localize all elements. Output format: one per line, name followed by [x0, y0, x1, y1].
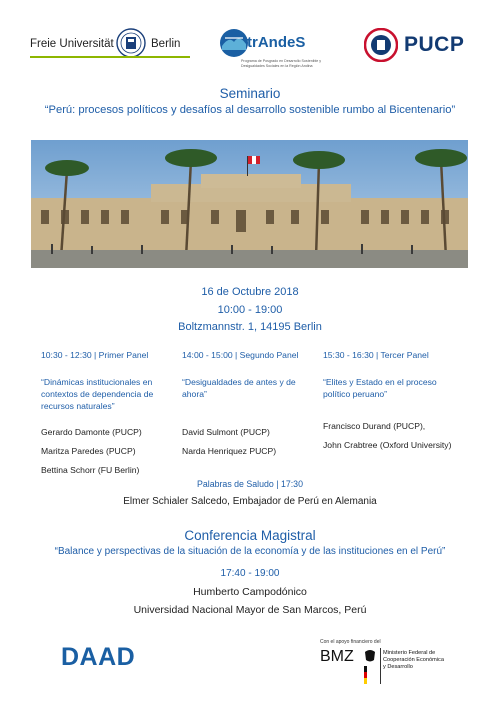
panel-1-speaker: Gerardo Damonte (PUCP)	[41, 427, 142, 437]
trandes-logo	[213, 26, 323, 80]
panel-3-title-line: político peruano”	[323, 389, 388, 399]
trandes-globe-icon	[219, 28, 249, 58]
panel-2-title	[182, 376, 296, 400]
keynote-speaker: Humberto Campodónico	[193, 586, 307, 598]
panel-1-speaker: Bettina Schorr (FU Berlin)	[41, 465, 140, 475]
panel-3-header: 15:30 - 16:30 | Tercer Panel	[323, 350, 429, 360]
bmz-logo: BMZ	[320, 648, 354, 665]
panel-2-title-line: “Desigualdades de antes y de	[182, 377, 296, 387]
bmz-divider	[380, 648, 381, 684]
panel-1-title-line: contextos de dependencia de	[41, 389, 154, 399]
panel-3-title-line: “Elites y Estado en el proceso	[323, 377, 437, 387]
fu-logo-text-left: Freie Universität	[30, 38, 114, 50]
bmz-ministry-line: Ministerio Federal de	[383, 650, 436, 656]
pucp-wordmark: PUCP	[404, 33, 465, 56]
panel-3-speaker: John Crabtree (Oxford University)	[323, 440, 452, 450]
trandes-name: trAndeS	[247, 34, 306, 51]
panel-3-speaker: Francisco Durand (PUCP),	[323, 421, 426, 431]
panel-1-title-line: recursos naturales”	[41, 401, 115, 411]
seminar-title: “Perú: procesos políticos y desafíos al desarrollo sostenible rumbo al Bicentenario”	[44, 104, 456, 116]
panel-2-header: 14:00 - 15:00 | Segundo Panel	[182, 350, 299, 360]
pucp-seal-icon	[364, 28, 398, 62]
panel-1-header: 10:30 - 12:30 | Primer Panel	[41, 350, 149, 360]
fu-logo-text-right: Berlin	[151, 38, 181, 50]
event-date: 16 de Octubre 2018	[201, 286, 299, 298]
welcome-header: Palabras de Saludo | 17:30	[197, 479, 303, 489]
keynote-time: 17:40 - 19:00	[220, 568, 280, 579]
panel-1-speaker: Maritza Paredes (PUCP)	[41, 446, 136, 456]
bmz-ministry-line: y Desarrollo	[383, 664, 413, 670]
bmz-support-text: Con el apoyo financiero del	[320, 639, 381, 645]
bmz-ministry-text	[383, 650, 444, 671]
panel-2-title-line: ahora”	[182, 389, 207, 399]
panel-3-title	[323, 376, 437, 400]
fu-seal-icon	[116, 28, 146, 58]
trandes-subtitle: Programa de Posgrado en Desarrollo Sostenible y Desigualdades Sociales en la Región Andina	[241, 59, 322, 68]
government-palace-photo	[31, 140, 468, 268]
bmz-ministry-line: Cooperación Económica	[383, 657, 444, 663]
panel-1-title-line: “Dinámicas institucionales en	[41, 377, 153, 387]
fu-logo-underline	[30, 56, 190, 58]
seminar-heading: Seminario	[219, 86, 281, 101]
panel-2-speaker: Narda Henriquez PUCP)	[182, 446, 277, 456]
keynote-title: “Balance y perspectivas de la situación de la economía y de las instituciones en el Perú”	[54, 546, 446, 557]
pucp-logo	[364, 28, 474, 64]
keynote-institution: Universidad Nacional Mayor de San Marcos, Perú	[133, 604, 367, 616]
event-time: 10:00 - 19:00	[217, 304, 283, 316]
panel-1-title	[41, 376, 153, 412]
german-eagle-flag-icon	[363, 648, 377, 684]
panel-2-speaker: David Sulmont (PUCP)	[182, 427, 270, 437]
event-address: Boltzmannstr. 1, 14195 Berlin	[178, 321, 322, 333]
fu-berlin-logo	[30, 26, 190, 64]
welcome-speaker: Elmer Schialer Salcedo, Embajador de Perú en Alemania	[123, 496, 377, 507]
daad-logo: DAAD	[61, 643, 136, 671]
keynote-heading: Conferencia Magistral	[184, 528, 316, 543]
